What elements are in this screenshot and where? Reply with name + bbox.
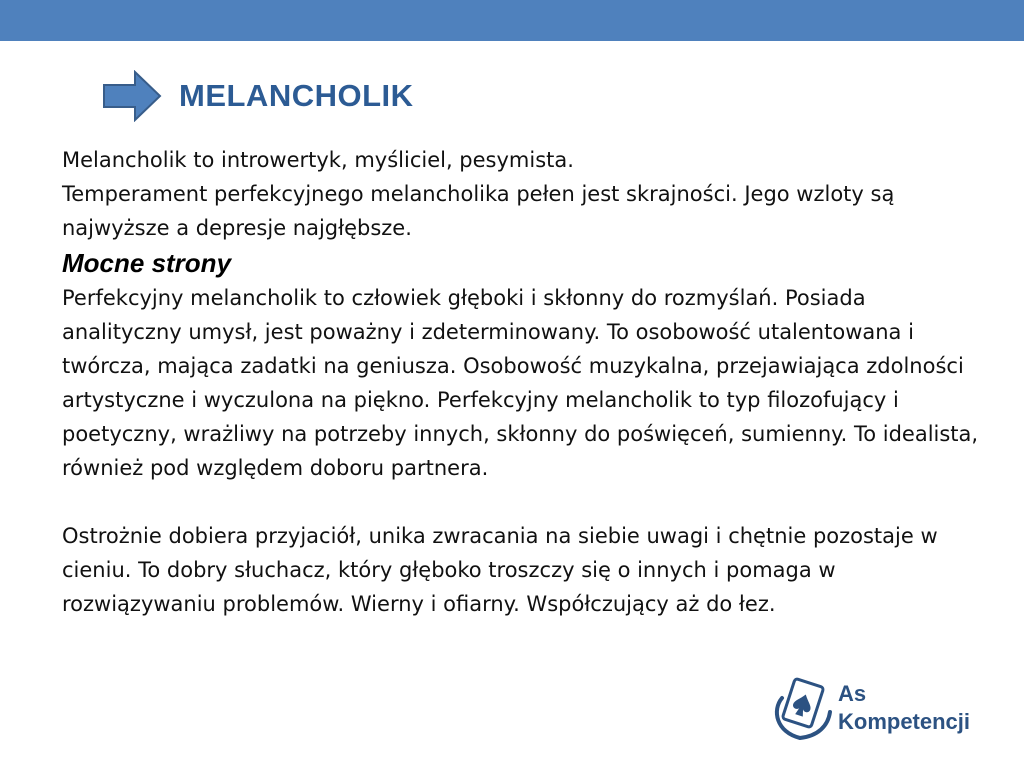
strengths-paragraph: Perfekcyjny melancholik to człowiek głęboki i skłonny do rozmyślań. Posiada analityczny umysł, jest poważny i zdeterminowany. To osobowość utalentowana i twórcza, mająca zadatki na geniusza. Osobowość muzykalna, przejawiająca zdolności artystyczne i wyczulona na piękno. Perfekcyjny melancholik to typ filozofujący i poetyczny, wrażliwy na potrzeby innych, skłonny do poświęceń, sumienny. To idealista, również pod względem doboru partnera. [62,286,979,480]
logo-line-1: As [838,681,867,706]
intro-line-1: Melancholik to introwertyk, myśliciel, pesymista. [62,148,574,172]
logo-text [838,680,970,736]
spade-card-icon [770,676,834,742]
as-kompetencji-logo [770,676,1010,746]
paragraph-spacer [62,485,982,519]
friends-paragraph: Ostrożnie dobiera przyjaciół, unika zwracania na siebie uwagi i chętnie pozostaje w cieniu. To dobry słuchacz, który głęboko troszczy się o innych i pomaga w rozwiązywaniu problemów. Wierny i ofiarny. Współczujący aż do łez. [62,524,938,616]
intro-line-2: Temperament perfekcyjnego melancholika pełen jest skrajności. Jego wzloty są najwyższe a depresje najgłębsze. [62,182,895,240]
right-arrow-icon [102,70,162,122]
logo-line-2: Kompetencji [838,709,971,734]
slide-title: MELANCHOLIK [179,78,414,113]
top-bar [0,0,1024,41]
strengths-heading: Mocne strony [62,248,232,278]
slide-content [62,143,982,621]
